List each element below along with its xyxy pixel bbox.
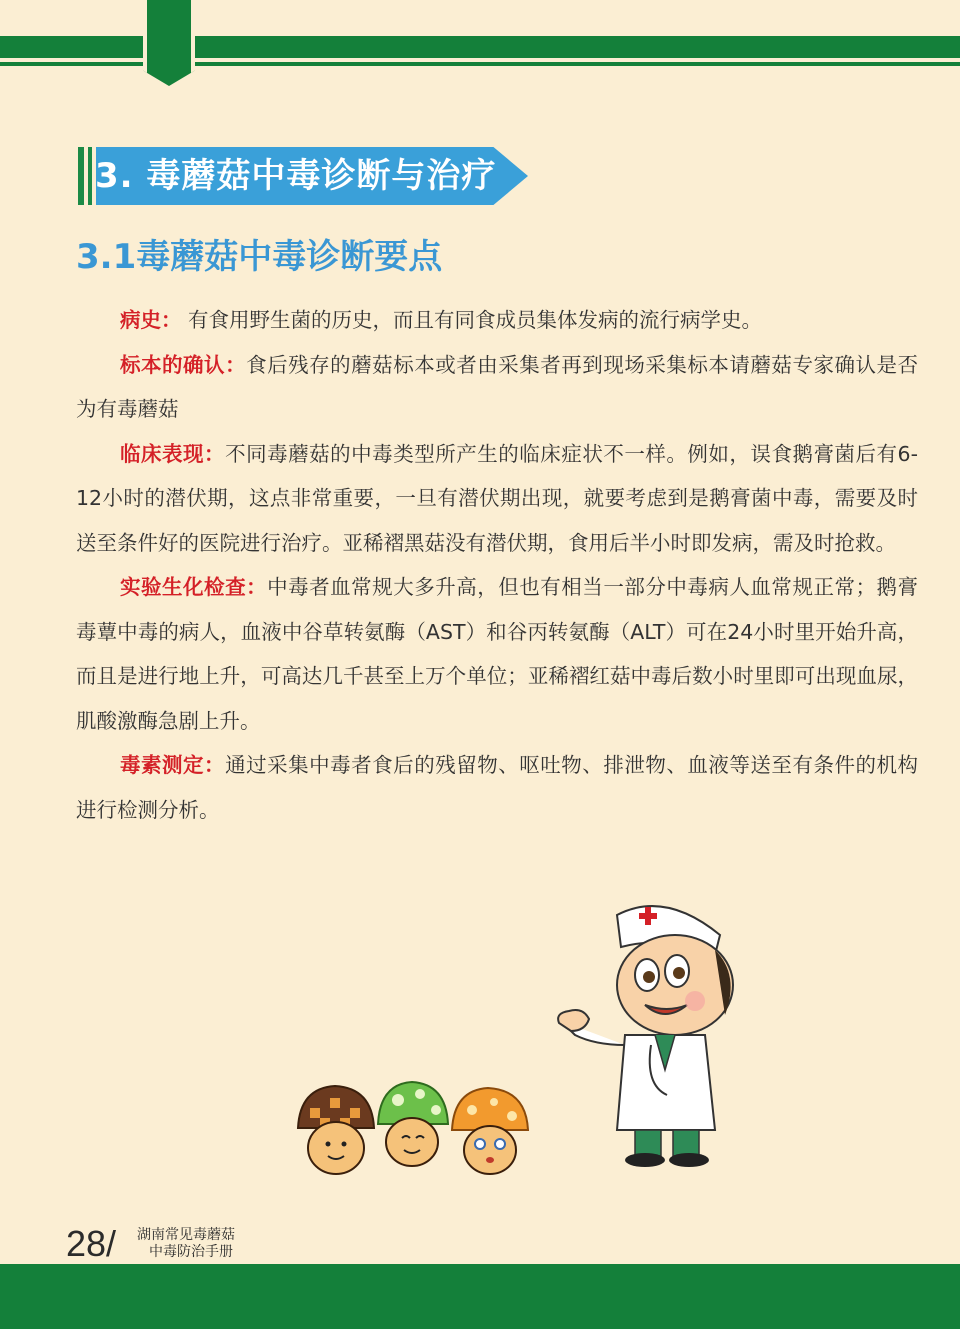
bookmark-ribbon: [143, 0, 195, 86]
paragraph-specimen: [76, 343, 918, 432]
paragraph-text: 通过采集中毒者食后的残留物、呕吐物、排泄物、血液等送至有条件的机构进行检测分析。: [76, 753, 919, 822]
mushroom-mascots-illustration: [290, 1078, 535, 1178]
term-label: 临床表现：: [120, 441, 226, 466]
paragraph-text: 中毒者血常规大多升高，但也有相当一部分中毒病人血常规正常；鹅膏毒蕈中毒的病人，血液中谷草转氨酶（AST）和谷丙转氨酶（ALT）可在24小时里开始升高，而且是进行地上升，可高达几千甚至上万个单位；亚稀褶红菇中毒后数小时里即可出现血尿，肌酸激酶急剧上升。: [76, 575, 919, 733]
mushroom-brown-checkered: [298, 1086, 374, 1174]
banner-accent-bar: [88, 147, 92, 205]
paragraph-lab-test: [76, 565, 918, 743]
book-title-line: 湖南常见毒蘑菇: [137, 1227, 235, 1243]
banner-accent-bar: [78, 147, 84, 205]
term-label: 标本的确认：: [120, 352, 247, 377]
paragraph-history: [76, 298, 918, 343]
footer-green-band: [0, 1264, 960, 1329]
term-label: 毒素测定：: [120, 753, 226, 777]
section-title: 3. 毒蘑菇中毒诊断与治疗: [95, 156, 497, 196]
mushroom-green-spotted: [378, 1082, 448, 1166]
term-label: 实验生化检查：: [120, 575, 268, 599]
paragraph-clinical: [76, 432, 918, 566]
paragraph-text: 食后残存的蘑菇标本或者由采集者再到现场采集标本请蘑菇专家确认是否为有毒蘑菇: [76, 352, 919, 421]
book-title: [137, 1227, 235, 1261]
paragraph-text: 有食用野生菌的历史，而且有同食成员集体发病的流行病学史。: [181, 308, 763, 332]
content-body: [76, 298, 918, 832]
term-label: 病史：: [120, 308, 182, 332]
mushroom-orange-patterned: [452, 1088, 528, 1174]
book-title-line: 中毒防治手册: [149, 1244, 233, 1260]
paragraph-text: 不同毒蘑菇的中毒类型所产生的临床症状不一样。例如，误食鹅膏菌后有6-12小时的潜伏期，这点非常重要，一旦有潜伏期出现，就要考虑到是鹅膏菌中毒，需要及时送至条件好的医院进行治疗。亚稀褶黑菇没有潜伏期，食用后半小时即发病，需及时抢救。: [76, 441, 918, 555]
page-number: 28/: [66, 1223, 117, 1264]
subsection-title: 3.1毒蘑菇中毒诊断要点: [76, 237, 443, 277]
doctor-cartoon-illustration: [555, 895, 745, 1170]
paragraph-toxin-test: [76, 743, 918, 832]
